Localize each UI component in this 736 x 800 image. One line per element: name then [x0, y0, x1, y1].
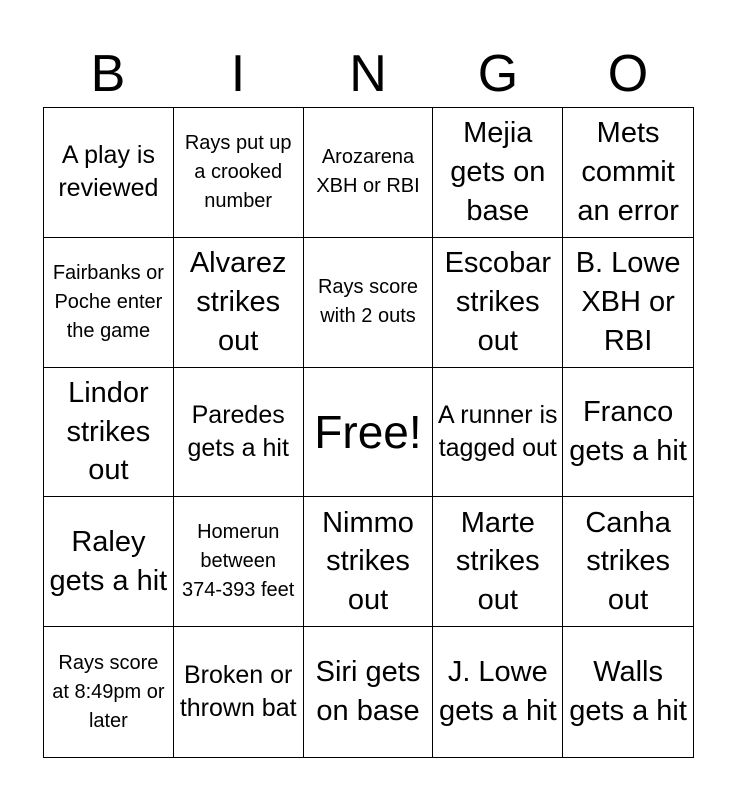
bingo-cell-text: B. Lowe XBH or RBI — [575, 246, 681, 357]
bingo-cell-text: Homerun between 374-393 feet — [182, 521, 295, 602]
bingo-cell-free[interactable] — [304, 368, 434, 498]
bingo-cell-text: Canha strikes out — [585, 506, 671, 617]
header-letter-g: G — [477, 45, 519, 103]
bingo-cell-text: Escobar strikes out — [444, 246, 551, 357]
bingo-cell-r5c5[interactable] — [563, 627, 693, 757]
bingo-cell-text: Rays score at 8:49pm or later — [52, 651, 165, 732]
bingo-cell-r3c1[interactable] — [44, 368, 174, 498]
free-space-text: Free! — [314, 405, 422, 458]
bingo-cell-text: Rays put up a crooked number — [184, 131, 292, 212]
bingo-cell-text: Siri gets on base — [315, 656, 421, 728]
bingo-cell-text: Nimmo strikes out — [322, 506, 414, 617]
bingo-cell-r4c1[interactable] — [44, 497, 174, 627]
header-letter-i: I — [230, 45, 246, 103]
bingo-cell-text: Broken or thrown bat — [179, 661, 297, 723]
bingo-cell-r4c2[interactable] — [174, 497, 304, 627]
bingo-cell-r2c3[interactable] — [304, 238, 434, 368]
header-letter-n: N — [349, 45, 387, 103]
bingo-cell-r1c5[interactable] — [563, 108, 693, 238]
bingo-cell-r2c1[interactable] — [44, 238, 174, 368]
bingo-cell-text: Mets commit an error — [577, 117, 679, 227]
bingo-cell-text: J. Lowe gets a hit — [438, 656, 557, 728]
bingo-cell-r3c5[interactable] — [563, 368, 693, 498]
bingo-cell-text: Lindor strikes out — [66, 376, 151, 487]
bingo-cell-text: Rays score with 2 outs — [317, 276, 418, 328]
bingo-cell-r2c2[interactable] — [174, 238, 304, 368]
bingo-cell-r4c3[interactable] — [304, 497, 434, 627]
bingo-cell-text: A play is reviewed — [58, 141, 159, 203]
bingo-cell-r1c3[interactable] — [304, 108, 434, 238]
header-letter-b: B — [90, 45, 126, 103]
bingo-board — [43, 107, 694, 758]
bingo-cell-text: Marte strikes out — [455, 506, 540, 617]
bingo-cell-r1c1[interactable] — [44, 108, 174, 238]
header-letter-o: O — [607, 45, 649, 103]
bingo-cell-r4c5[interactable] — [563, 497, 693, 627]
bingo-cell-text: Raley gets a hit — [49, 525, 168, 597]
bingo-cell-text: A runner is tagged out — [438, 400, 558, 462]
bingo-header — [43, 40, 693, 108]
bingo-cell-text: Walls gets a hit — [569, 656, 687, 728]
bingo-cell-r3c2[interactable] — [174, 368, 304, 498]
bingo-cell-r5c3[interactable] — [304, 627, 434, 757]
bingo-cell-r5c2[interactable] — [174, 627, 304, 757]
bingo-cell-r2c4[interactable] — [433, 238, 563, 368]
bingo-cell-r4c4[interactable] — [433, 497, 563, 627]
bingo-cell-r1c2[interactable] — [174, 108, 304, 238]
bingo-cell-r5c4[interactable] — [433, 627, 563, 757]
bingo-cell-r5c1[interactable] — [44, 627, 174, 757]
bingo-cell-text: Alvarez strikes out — [189, 246, 287, 357]
bingo-cell-text: Fairbanks or Poche enter the game — [52, 261, 164, 342]
bingo-cell-text: Franco gets a hit — [569, 396, 687, 467]
bingo-cell-text: Mejia gets on base — [450, 117, 546, 227]
bingo-cell-r1c4[interactable] — [433, 108, 563, 238]
bingo-cell-text: Paredes gets a hit — [187, 400, 289, 462]
bingo-cell-text: Arozarena XBH or RBI — [316, 146, 420, 198]
bingo-cell-r3c4[interactable] — [433, 368, 563, 498]
bingo-cell-r2c5[interactable] — [563, 238, 693, 368]
